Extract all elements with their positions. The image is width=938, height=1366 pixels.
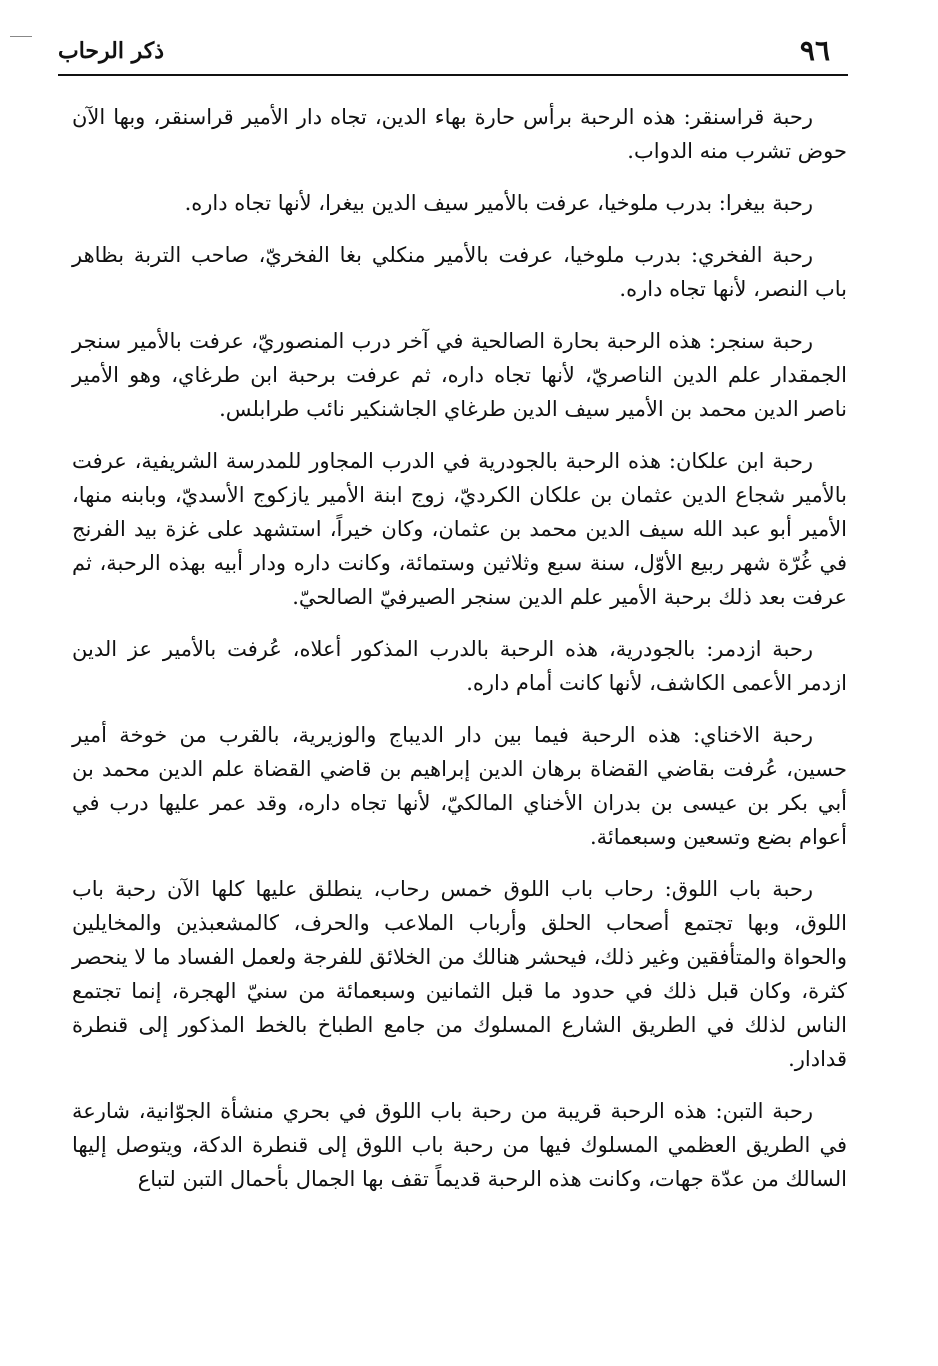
paragraph-rahbat-al-akhnai: رحبة الاخناي: هذه الرحبة فيما بين دار الديباج والوزيرية، بالقرب من خوخة أمير حسين، عُرفت بقاضي القضاة برهان الدين إبراهيم بن قاضي القضاة علم الدين محمد بن أبي بكر بن عيسى بن بدران الأخناي المالكيّ، لأنها تجاه داره، وقد عمر عليها درب في أعوام بضع وتسعين وسبعمائة.: [72, 723, 847, 849]
paragraph-rahbat-ibn-alkan: رحبة ابن علكان: هذه الرحبة بالجودرية في الدرب المجاور للمدرسة الشريفية، عرفت بالأمير شجاع الدين عثمان بن علكان الكرديّ، زوج ابنة الأمير يازكوج الأسديّ، وبابنه منها، الأمير أبو عبد الله سيف الدين محمد بن عثمان، وكان خيراً، استشهد على غزة بيد الفرنج في غُرّة شهر ربيع الأوّل، سنة سبع وثلاثين وستمائة، وكانت داره ودار أبيه بهذه الرحبة، ثم عرفت بعد ذلك برحبة الأمير علم الدين سنجر الصيرفيّ الصالحيّ.: [72, 449, 847, 609]
page-number: ٩٦: [799, 34, 830, 67]
page-body: [72, 100, 847, 1196]
paragraph-rahbat-al-fakhri: رحبة الفخري: بدرب ملوخيا، عرفت بالأمير منكلي بغا الفخريّ، صاحب التربة بظاهر باب النصر، لأنها تجاه داره.: [72, 243, 847, 301]
paragraph-rahbat-qarasunqur: رحبة قراسنقر: هذه الرحبة برأس حارة بهاء الدين، تجاه دار الأمير قراسنقر، وبها الآن حوض تشرب منه الدواب.: [72, 105, 847, 163]
paragraph-rahbat-baighara: رحبة بيغرا: بدرب ملوخيا، عرفت بالأمير سيف الدين بيغرا، لأنها تجاه داره.: [184, 191, 813, 215]
header-rule: [58, 74, 848, 76]
page-header: [58, 34, 848, 72]
paragraph-rahbat-bab-al-luq: رحبة باب اللوق: رحاب باب اللوق خمس رحاب، ينطلق عليها كلها الآن رحبة باب اللوق، وبها تجتمع أصحاب الحلق وأرباب الملاعب والحرف، كالمشعبذين والمخايلين والحواة والمتأفقين وغير ذلك، فيحشر هنالك من الخلائق للفرجة ولعمل الفساد ما لا ينحصر كثرة، وكان قبل ذلك في حدود ما قبل الثمانين وسبعمائة من سنيّ الهجرة، إنما تجتمع الناس لذلك في الطريق الشارع المسلوك من جامع الطباخ بالخط المذكور إلى قنطرة قدادار.: [72, 877, 847, 1071]
paragraph-rahbat-azdamur: رحبة ازدمر: بالجودرية، هذه الرحبة بالدرب المذكور أعلاه، عُرفت بالأمير عز الدين ازدمر الأعمى الكاشف، لأنها كانت أمام داره.: [72, 637, 847, 695]
scan-margin-mark: [10, 36, 32, 37]
paragraph-rahbat-al-tibn: رحبة التبن: هذه الرحبة قريبة من رحبة باب اللوق في بحري منشأة الجوّانية، شارعة في الطريق العظمي المسلوك فيها من رحبة باب اللوق إلى قنطرة الدكة، ويتوصل إليها السالك من عدّة جهات، وكانت هذه الرحبة قديماً تقف بها الجمال بأحمال التبن لتباع: [72, 1099, 847, 1191]
paragraph-rahbat-sanjar: رحبة سنجر: هذه الرحبة بحارة الصالحية في آخر درب المنصوريّ، عرفت بالأمير سنجر الجمقدار علم الدين الناصريّ، لأنها تجاه داره، ثم عرفت برحبة ابن طرغاي، وهو الأمير ناصر الدين محمد بن الأمير سيف الدين طرغاي الجاشنكير نائب طرابلس.: [72, 329, 847, 421]
running-title: ذكر الرحاب: [58, 38, 165, 64]
